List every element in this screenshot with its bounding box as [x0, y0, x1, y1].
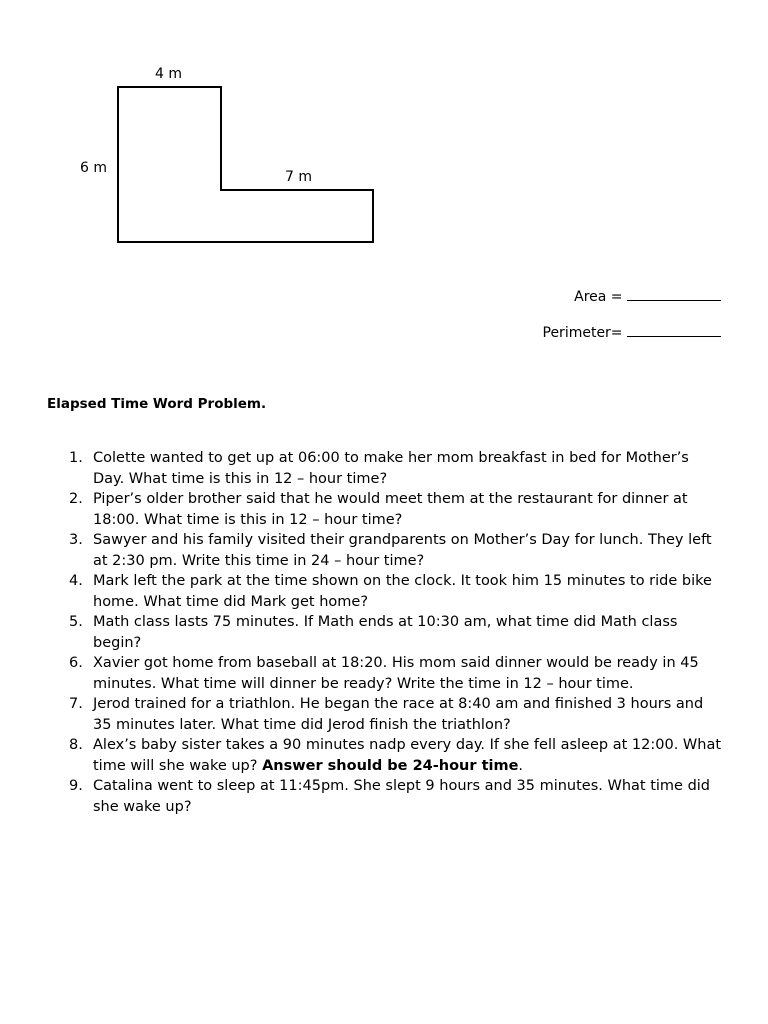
left-side-label: 6 m — [80, 160, 107, 176]
perimeter-blank[interactable] — [627, 324, 721, 337]
problem-number: 6. — [69, 655, 83, 671]
l-shape-figure — [0, 0, 420, 260]
problem-text: Catalina went to sleep at 11:45pm. She slept 9 hours and 35 minutes. What time did she wake up? — [93, 778, 711, 815]
section-title: Elapsed Time Word Problem. — [47, 396, 267, 412]
area-answer-line — [574, 288, 721, 305]
problem-text: Piper’s older brother said that he would meet them at the restaurant for dinner at 18:00. What time is this in 12 – hour time? — [93, 491, 688, 528]
problem-item — [62, 448, 724, 489]
step-side-label: 7 m — [285, 169, 312, 185]
problem-text: Alex’s baby sister takes a 90 minutes nadp every day. If she fell asleep at 12:00. What time will she wake up? — [93, 737, 722, 774]
problem-number: 2. — [69, 491, 83, 507]
problem-item — [62, 735, 724, 776]
area-blank[interactable] — [627, 288, 721, 301]
problem-number: 3. — [69, 532, 83, 548]
problem-item — [62, 694, 724, 735]
problem-item — [62, 530, 724, 571]
problem-number: 4. — [69, 573, 83, 589]
problem-number: 5. — [69, 614, 83, 630]
problem-emphasis: Answer should be 24-hour time — [262, 757, 519, 774]
problem-item — [62, 653, 724, 694]
problem-text: Sawyer and his family visited their grandparents on Mother’s Day for lunch. They left at 2:30 pm. Write this time in 24 – hour time? — [93, 532, 712, 569]
problem-text: Math class lasts 75 minutes. If Math ends at 10:30 am, what time did Math class begin? — [93, 614, 678, 651]
area-label: Area = — [574, 289, 623, 305]
problem-item — [62, 776, 724, 817]
problem-number: 1. — [69, 450, 83, 466]
top-side-label: 4 m — [155, 66, 182, 82]
problem-tail: . — [518, 757, 524, 774]
problem-text: Colette wanted to get up at 06:00 to make her mom breakfast in bed for Mother’s Day. What time is this in 12 – hour time? — [93, 450, 689, 487]
perimeter-answer-line — [543, 324, 722, 341]
l-shape-outline — [118, 87, 373, 242]
perimeter-label: Perimeter= — [542, 325, 623, 341]
problem-text: Xavier got home from baseball at 18:20. His mom said dinner would be ready in 45 minutes. What time will dinner be ready? Write the time in 12 – hour time. — [93, 655, 699, 692]
problem-item — [62, 571, 724, 612]
problem-item — [62, 612, 724, 653]
problem-number: 9. — [69, 778, 83, 794]
problem-list — [62, 448, 724, 817]
problem-number: 7. — [69, 696, 83, 712]
problem-number: 8. — [69, 737, 83, 753]
problem-item — [62, 489, 724, 530]
problem-text: Jerod trained for a triathlon. He began the race at 8:40 am and finished 3 hours and 35 minutes later. What time did Jerod finish the triathlon? — [93, 696, 704, 733]
problem-text: Mark left the park at the time shown on the clock. It took him 15 minutes to ride bike home. What time did Mark get home? — [93, 573, 712, 610]
